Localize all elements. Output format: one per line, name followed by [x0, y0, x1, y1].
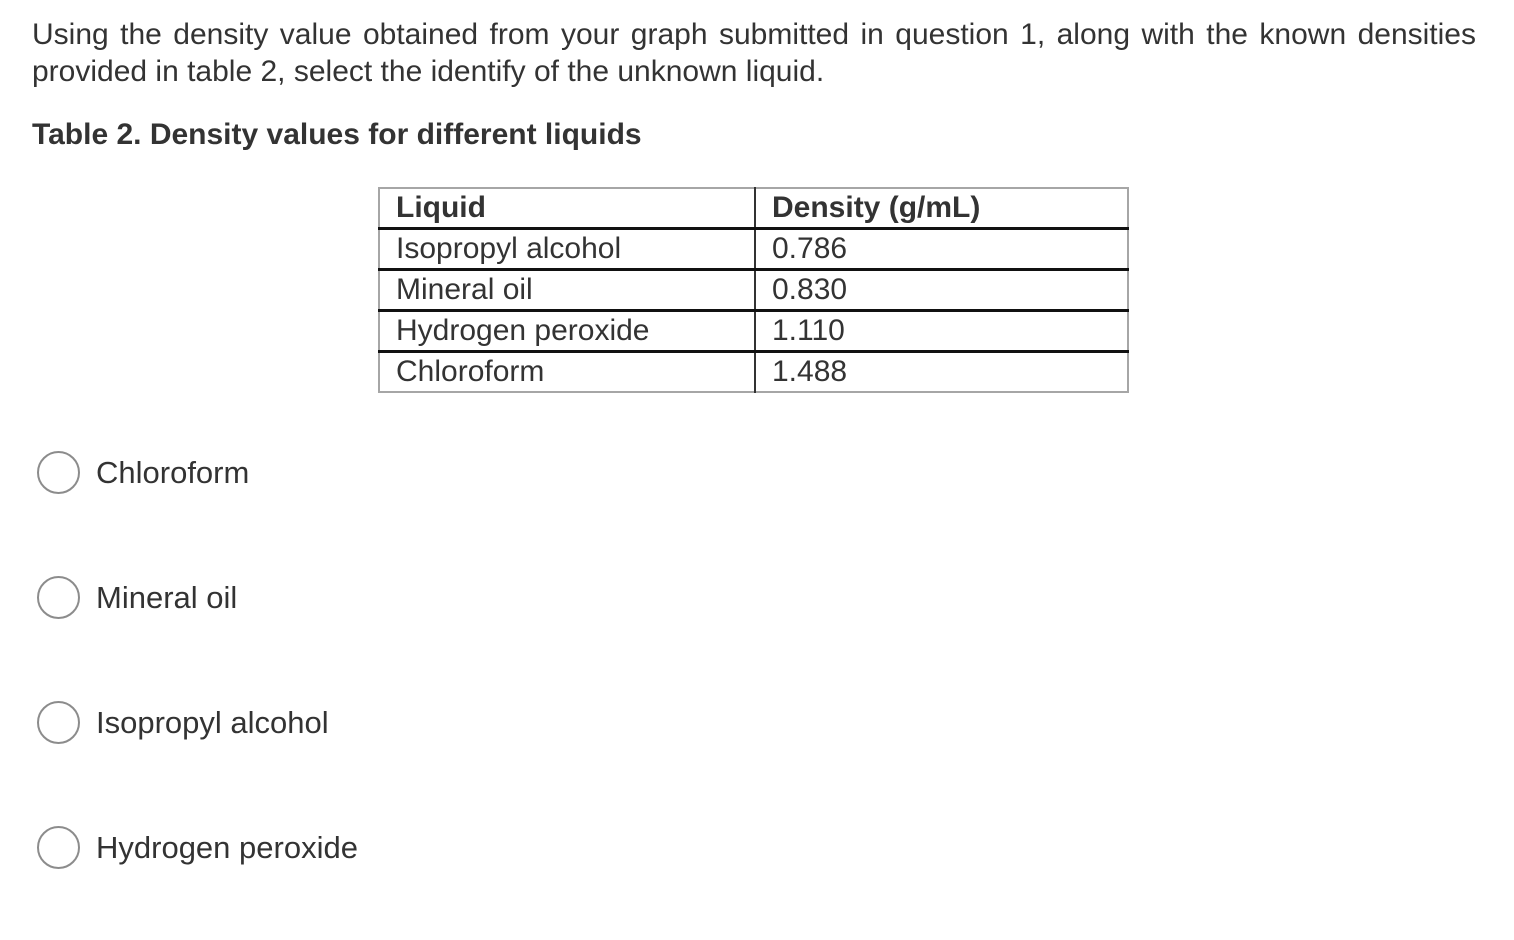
option-chloroform[interactable] [37, 451, 249, 494]
density-table [378, 187, 1129, 393]
header-liquid: Liquid [379, 188, 755, 229]
option-label[interactable]: Chloroform [96, 454, 250, 490]
option-hydrogen-peroxide[interactable] [37, 826, 358, 869]
radio-button[interactable] [37, 576, 80, 619]
table-row [379, 270, 1128, 311]
option-isopropyl-alcohol[interactable] [37, 701, 329, 744]
table-caption: Table 2. Density values for different liquids [32, 118, 642, 151]
table-row [379, 352, 1128, 393]
cell-liquid: Chloroform [379, 352, 755, 393]
cell-density: 1.488 [755, 352, 1128, 393]
header-density: Density (g/mL) [755, 188, 1128, 229]
option-label[interactable]: Hydrogen peroxide [96, 829, 358, 865]
table-row [379, 311, 1128, 352]
cell-density: 0.786 [772, 232, 848, 265]
radio-button[interactable] [37, 826, 80, 869]
cell-density: 0.830 [755, 270, 1128, 311]
radio-button[interactable] [37, 701, 80, 744]
table-header-row [379, 188, 1128, 229]
option-label[interactable]: Isopropyl alcohol [96, 704, 329, 740]
cell-liquid: Hydrogen peroxide [379, 311, 755, 352]
cell-liquid: Isopropyl alcohol [379, 229, 755, 270]
cell-liquid: Mineral oil [379, 270, 755, 311]
radio-button[interactable] [37, 451, 80, 494]
cell-density: 1.110 [755, 311, 1128, 352]
table-row [379, 229, 1128, 270]
option-mineral-oil[interactable] [37, 576, 237, 619]
question-text: Using the density value obtained from your graph submitted in question 1, along with the known densities provided in table 2, select the identify of the unknown liquid. [32, 18, 1476, 88]
option-label[interactable]: Mineral oil [96, 579, 238, 615]
